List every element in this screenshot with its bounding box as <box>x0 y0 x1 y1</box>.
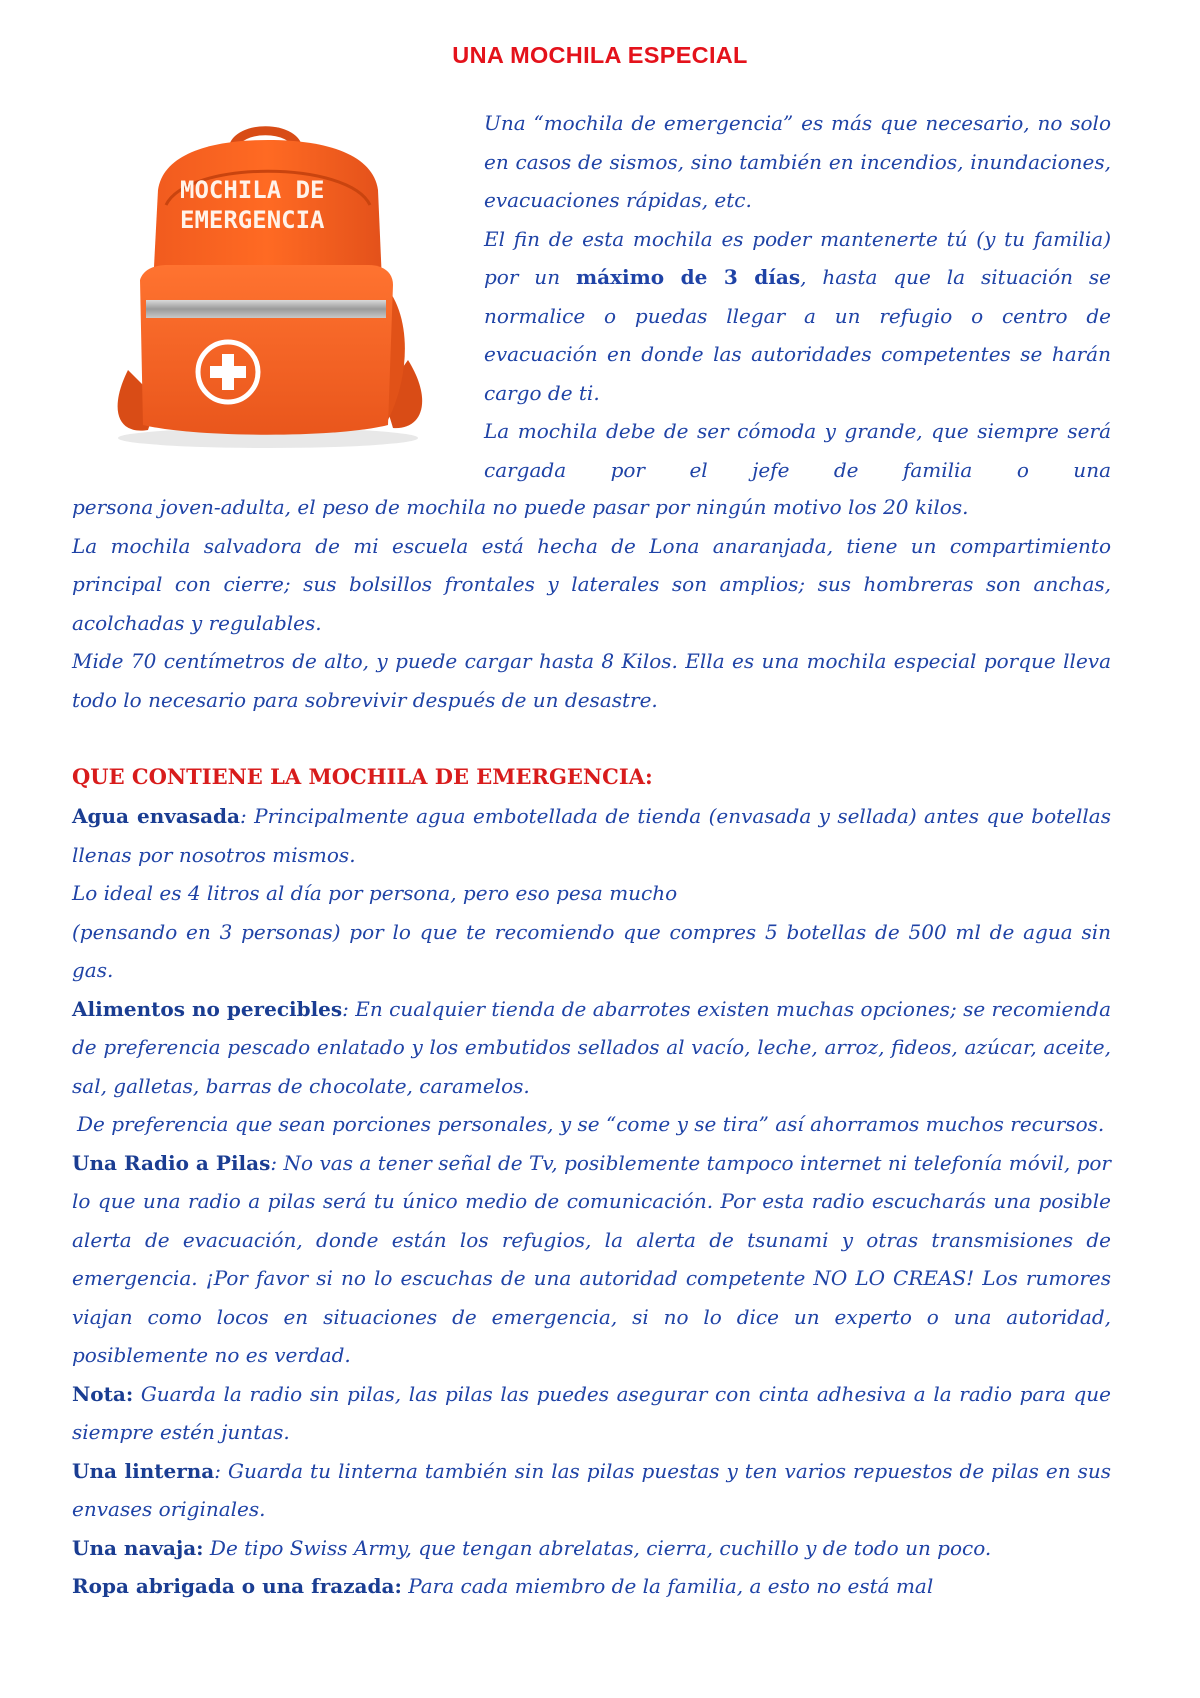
emergency-backpack-image <box>88 120 448 460</box>
item-agua <box>72 797 1111 874</box>
item-agua-line3: (pensando en 3 personas) por lo que te recomiendo que compres 5 botellas de 500 ml de agua sin gas. <box>72 919 1111 982</box>
item-ropa-label: Ropa abrigada o una frazada: <box>72 1574 402 1598</box>
item-alimentos-text: : En cualquier tienda de abarrotes existen muchas opciones; se recomienda de preferencia pescado enlatado y los embutidos sellados al vacío, leche, arroz, fideos, azúcar, aceite, sal, galletas, barras de chocolate, caramelos. <box>72 996 1111 1098</box>
intro-paragraph-2 <box>484 220 1111 413</box>
body-paragraph-3-cont: persona joven-adulta, el peso de mochila no puede pasar por ningún motivo los 20 kilos. <box>72 495 969 519</box>
item-agua-label: Agua envasada <box>72 804 240 828</box>
item-linterna-text: : Guarda tu linterna también sin las pilas puestas y ten varios repuestos de pilas en sus envases originales. <box>72 1458 1112 1521</box>
intro-p2-before: El fin de esta mochila es poder mantenerte tú (y tu familia) por un <box>484 226 1111 289</box>
body-text <box>72 488 1111 719</box>
item-ropa <box>72 1567 1111 1606</box>
intro-paragraph-1: Una “mochila de emergencia” es más que necesario, no solo en casos de sismos, sino también en incendios, inundaciones, evacuaciones rápidas, etc. <box>484 111 1111 212</box>
body-paragraph-4: La mochila salvadora de mi escuela está hecha de Lona anaranjada, tiene un compartimiento principal con cierre; sus bolsillos frontales y laterales son amplios; sus hombreras son anchas, acolchadas y regulables. <box>72 533 1111 635</box>
section-title: QUE CONTIENE LA MOCHILA DE EMERGENCIA: <box>72 764 653 789</box>
item-nota-label: Nota: <box>72 1381 134 1406</box>
item-ropa-text: Para cada miembro de la familia, a esto no está mal <box>401 1574 934 1598</box>
item-navaja-text: De tipo Swiss Army, que tengan abrelatas, cierra, cuchillo y de todo un poco. <box>203 1535 992 1560</box>
backpack-text-line1: MOCHILA DE <box>180 176 325 204</box>
intro-column <box>484 104 1111 489</box>
page-title: UNA MOCHILA ESPECIAL <box>452 42 748 68</box>
intro-p2-bold: máximo de 3 días <box>576 265 801 289</box>
intro-p2-after: , hasta que la situación se normalice o puedas llegar a un refugio o centro de evacuación en donde las autoridades competentes se harán cargo de ti. <box>484 265 1111 405</box>
item-radio-text: : No vas a tener señal de Tv, posiblemente tampoco internet ni telefonía móvil, por lo que una radio a pilas será tu único medio de comunicación. Por esta radio escucharás una posible alerta de evacuación, donde están los refugios, la alerta de tsunami y otras transmisiones de emergencia. ¡Por favor si no lo escuchas de una autoridad competente NO LO CREAS! Los rumores viajan como locos en situaciones de emergencia, si no lo dice un experto o una autoridad, posiblemente no es verdad. <box>72 1150 1111 1367</box>
item-alimentos-label: Alimentos no perecibles <box>72 996 343 1021</box>
item-agua-text: : Principalmente agua embotellada de tienda (envasada y sellada) antes que botellas llenas por nosotros mismos. <box>72 804 1111 867</box>
item-alimentos-line2: De preferencia que sean porciones personales, y se “come y se tira” así ahorramos muchos recursos. <box>77 1112 1105 1136</box>
item-linterna <box>72 1452 1111 1529</box>
item-radio-label: Una Radio a Pilas <box>72 1150 271 1175</box>
item-navaja-label: Una navaja: <box>72 1535 204 1560</box>
items-list <box>72 797 1111 1606</box>
item-agua-line2: Lo ideal es 4 litros al día por persona, pero eso pesa mucho <box>72 881 678 905</box>
item-navaja <box>72 1529 1111 1568</box>
item-linterna-label: Una linterna <box>72 1458 215 1483</box>
item-radio <box>72 1144 1111 1375</box>
item-alimentos <box>72 990 1111 1106</box>
item-nota <box>72 1375 1111 1452</box>
backpack-text-line2: EMERGENCIA <box>180 206 325 234</box>
intro-paragraph-3: La mochila debe de ser cómoda y grande, que siempre será cargada por el jefe de familia o una <box>484 419 1111 482</box>
body-paragraph-5: Mide 70 centímetros de alto, y puede cargar hasta 8 Kilos. Ella es una mochila especial porque lleva todo lo necesario para sobrevivir después de un desastre. <box>72 649 1111 712</box>
item-nota-text: Guarda la radio sin pilas, las pilas las puedes asegurar con cinta adhesiva a la radio para que siempre estén juntas. <box>72 1381 1111 1444</box>
